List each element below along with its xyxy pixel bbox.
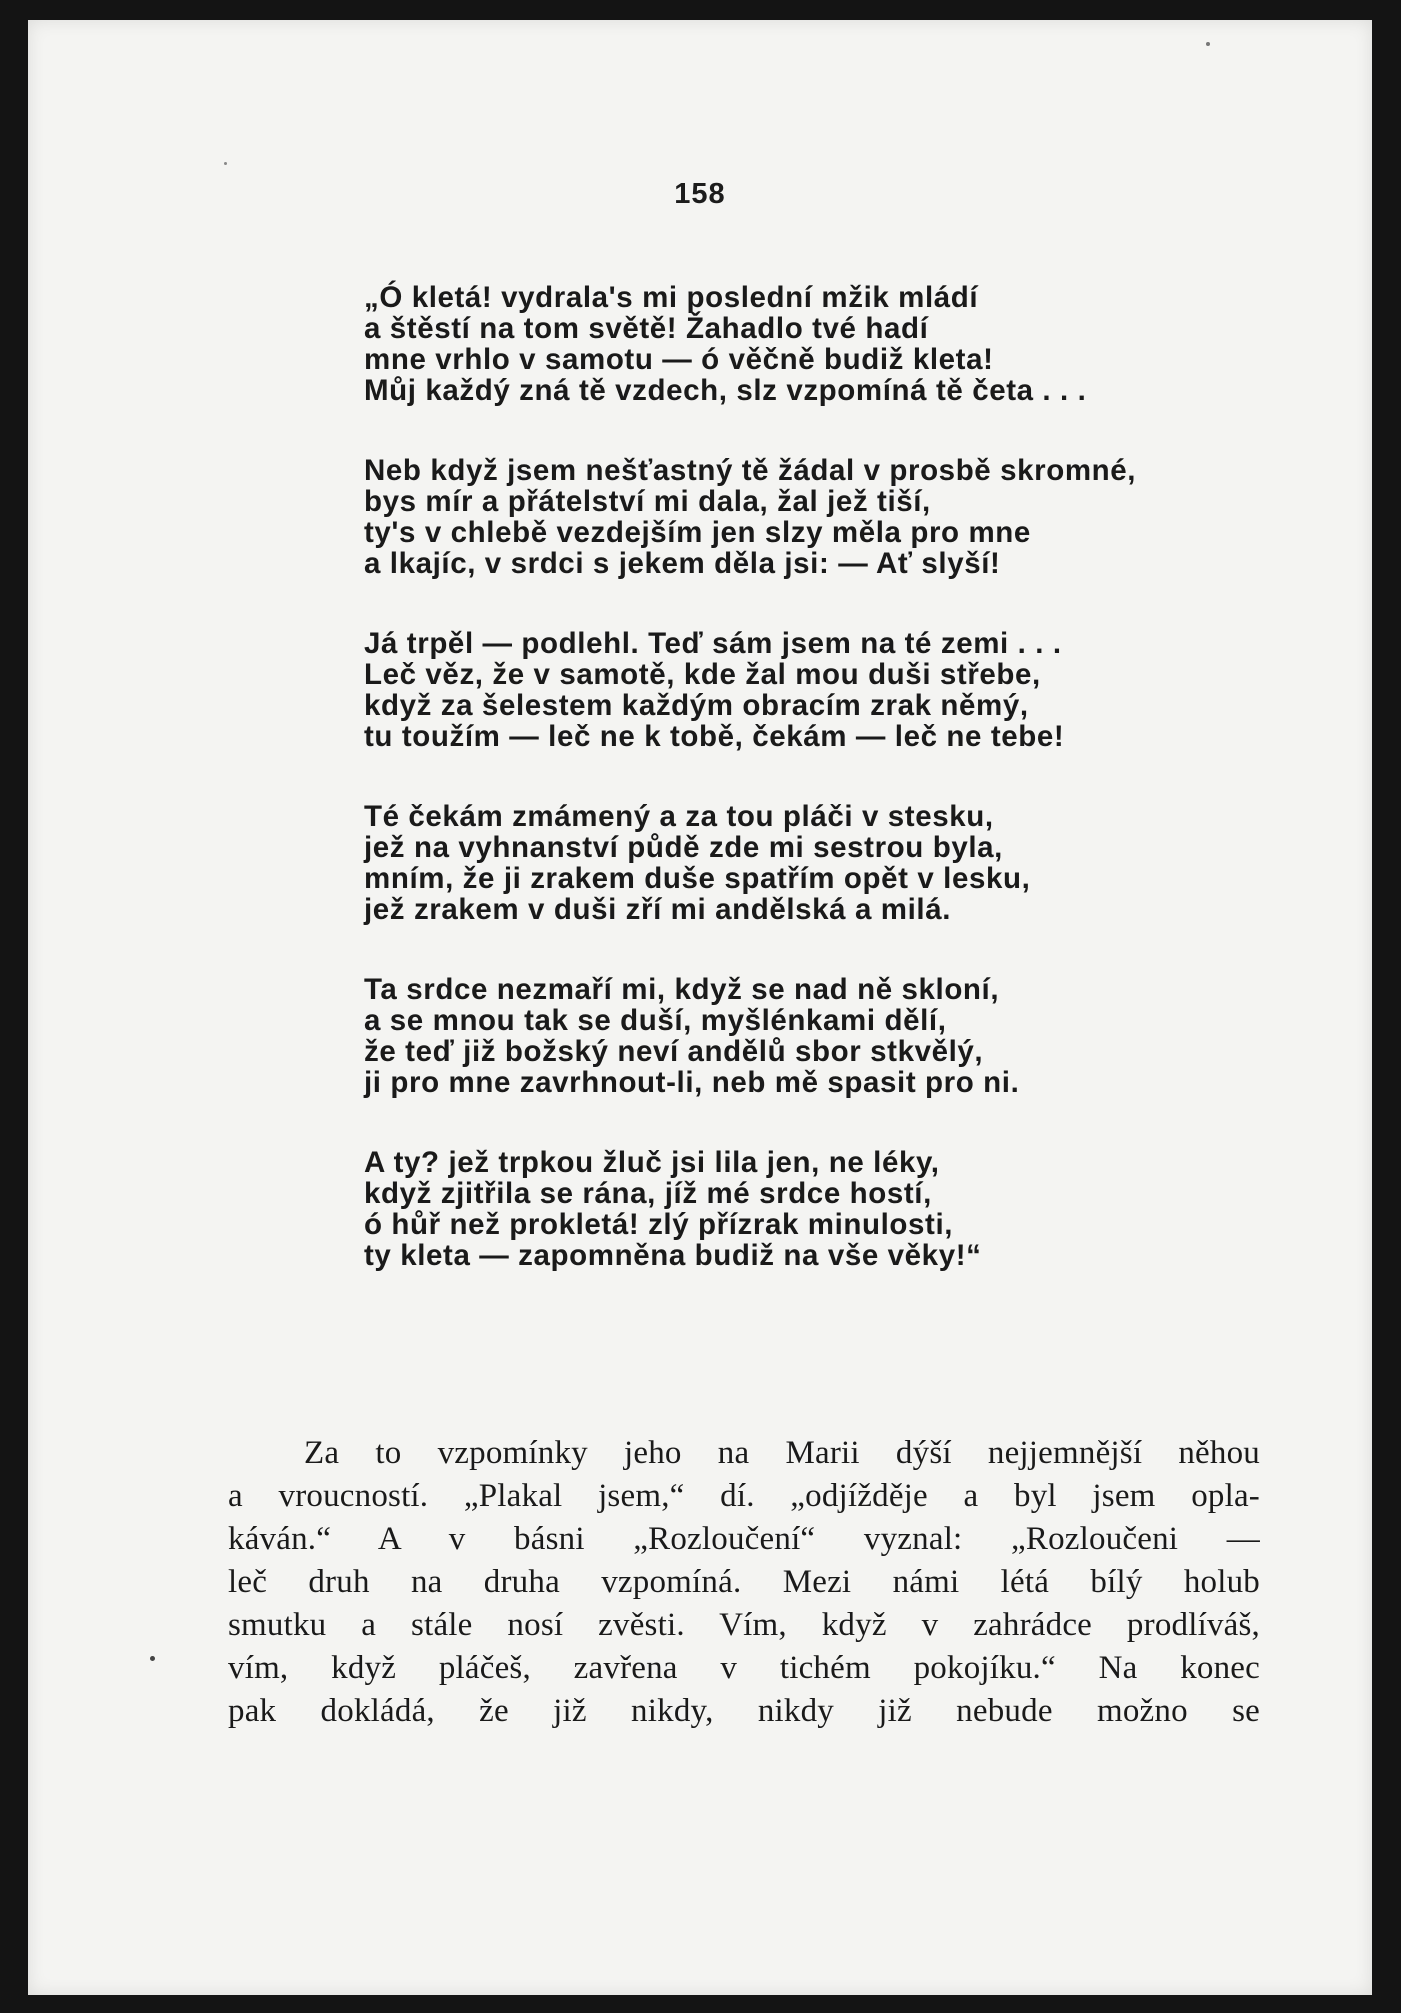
- prose-line: Za to vzpomínky jeho na Marii dýší nejjemnější něhou: [304, 1435, 1260, 1471]
- poem-line: ty kleta — zapomněna budiž na vše věky!“: [364, 1239, 982, 1272]
- poem-line: A ty? jež trpkou žluč jsi lila jen, ne léky,: [364, 1146, 940, 1179]
- poem-line: mním, že ji zrakem duše spatřím opět v lesku,: [364, 862, 1031, 895]
- poem-line: Já trpěl — podlehl. Teď sám jsem na té zemi . . .: [364, 627, 1062, 660]
- poem-line: ty's v chlebě vezdejším jen slzy měla pro mne: [364, 516, 1031, 549]
- poem-line: bys mír a přátelství mi dala, žal jež tiší,: [364, 485, 931, 518]
- poem-line: a lkajíc, v srdci s jekem děla jsi: — Ať slyší!: [364, 547, 1001, 580]
- poem-line: Ta srdce nezmaří mi, když se nad ně skloní,: [364, 973, 1000, 1006]
- prose-line: a vroucností. „Plakal jsem,“ dí. „odjížděje a byl jsem opla-: [228, 1478, 1260, 1514]
- poem-line: ji pro mne zavrhnout-li, neb mě spasit pro ni.: [364, 1066, 1020, 1099]
- scan-speck: [224, 162, 227, 165]
- poem-line: Můj každý zná tě vzdech, slz vzpomíná tě četa . . .: [364, 374, 1087, 407]
- poem-line: a štěstí na tom světě! Žahadlo tvé hadí: [364, 312, 929, 345]
- poem: [364, 282, 1264, 1320]
- poem-stanza-6: [364, 1147, 1264, 1271]
- poem-line: jež na vyhnanství půdě zde mi sestrou byla,: [364, 831, 1003, 864]
- prose-line: leč druh na druha vzpomíná. Mezi námi létá bílý holub: [228, 1564, 1260, 1600]
- poem-line: Té čekám zmámený a za tou pláči v stesku,: [364, 800, 994, 833]
- prose-line: vím, když pláčeš, zavřena v tichém pokojíku.“ Na konec: [228, 1650, 1260, 1686]
- poem-line: jež zrakem v duši zří mi andělská a milá.: [364, 893, 952, 926]
- poem-line: tu toužím — leč ne k tobě, čekám — leč ne tebe!: [364, 720, 1065, 753]
- poem-line: když zjitřila se rána, jíž mé srdce hostí,: [364, 1177, 932, 1210]
- prose-paragraph: [228, 1432, 1260, 1733]
- poem-line: když za šelestem každým obracím zrak němý,: [364, 689, 1029, 722]
- poem-stanza-1: [364, 282, 1264, 406]
- poem-line: Leč věz, že v samotě, kde žal mou duši střebe,: [364, 658, 1041, 691]
- poem-line: že teď již božský neví andělů sbor stkvělý,: [364, 1035, 984, 1068]
- scan-speck: [1206, 42, 1210, 46]
- page-number: 158: [674, 178, 726, 210]
- prose-line: smutku a stále nosí zvěsti. Vím, když v zahrádce prodlíváš,: [228, 1607, 1260, 1643]
- poem-line: mne vrhlo v samotu — ó věčně budiž kleta!: [364, 343, 994, 376]
- poem-stanza-5: [364, 974, 1264, 1098]
- poem-stanza-4: [364, 801, 1264, 925]
- poem-line: ó hůř než prokletá! zlý přízrak minulosti,: [364, 1208, 954, 1241]
- poem-stanza-3: [364, 628, 1264, 752]
- poem-line: a se mnou tak se duší, myšlénkami dělí,: [364, 1004, 947, 1037]
- book-page: [28, 20, 1372, 1995]
- scan-speck: [150, 1656, 155, 1661]
- poem-line: „Ó kletá! vydrala's mi poslední mžik mládí: [364, 281, 979, 314]
- poem-line: Neb když jsem nešťastný tě žádal v prosbě skromné,: [364, 454, 1137, 487]
- prose-line: pak dokládá, že již nikdy, nikdy již nebude možno se: [228, 1693, 1260, 1729]
- poem-stanza-2: [364, 455, 1264, 579]
- prose-line: káván.“ A v básni „Rozloučení“ vyznal: „Rozloučeni —: [228, 1521, 1260, 1557]
